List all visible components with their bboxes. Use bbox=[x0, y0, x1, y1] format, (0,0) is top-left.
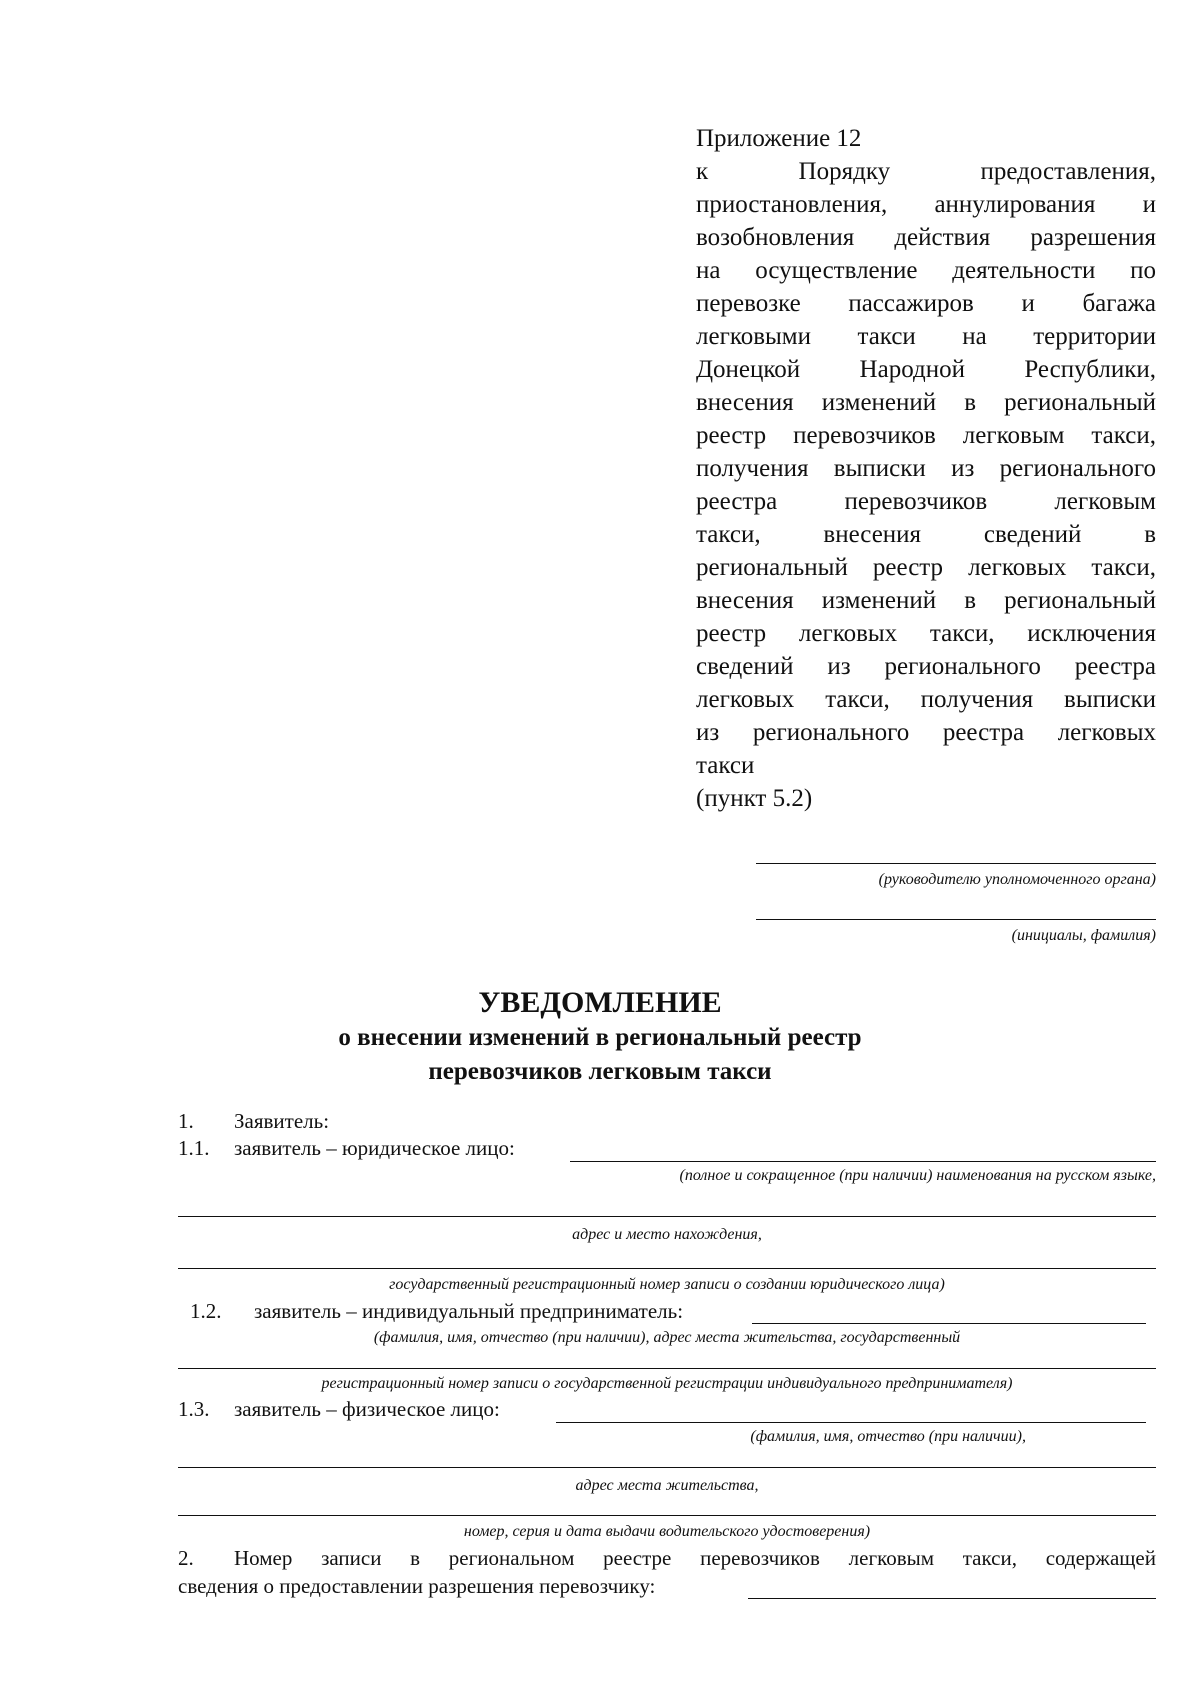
appendix-body bbox=[696, 155, 1156, 782]
appendix-line: такси bbox=[696, 752, 755, 779]
appendix-line: перевозке пассажиров и багажа bbox=[696, 290, 1156, 317]
item-1-2 bbox=[190, 1298, 683, 1324]
section-2-number: 2. bbox=[178, 1546, 194, 1570]
section-1-label: Заявитель: bbox=[234, 1109, 330, 1133]
section-1-heading bbox=[178, 1108, 329, 1134]
appendix-line: к Порядку предоставления, bbox=[696, 158, 1156, 185]
appendix-line: реестра перевозчиков легковым bbox=[696, 488, 1156, 515]
appendix-line: внесения изменений в региональный bbox=[696, 587, 1156, 614]
document-subtitle-1: о внесении изменений в региональный реестр bbox=[338, 1024, 862, 1051]
appendix-line: легковыми такси на территории bbox=[696, 323, 1156, 350]
entrepreneur-regnum-field[interactable] bbox=[178, 1368, 1156, 1369]
appendix-line: на осуществление деятельности по bbox=[696, 257, 1156, 284]
individual-hint-2: адрес места жительства, bbox=[575, 1477, 759, 1494]
item-1-1-number: 1.1. bbox=[178, 1136, 210, 1160]
appendix-line: приостановления, аннулирования и bbox=[696, 191, 1156, 218]
legal-entity-address-field[interactable] bbox=[178, 1216, 1156, 1217]
section-2 bbox=[178, 1544, 1156, 1600]
addressee-organ bbox=[756, 863, 1156, 890]
legal-entity-regnum-field[interactable] bbox=[178, 1268, 1156, 1269]
addressee-name-caption: (инициалы, фамилия) bbox=[1011, 927, 1156, 944]
individual-address-field[interactable] bbox=[178, 1467, 1156, 1468]
section-2-line-2 bbox=[178, 1572, 1156, 1600]
entrepreneur-hint-1: (фамилия, имя, отчество (при наличии), адрес места жительства, государственный bbox=[373, 1329, 961, 1346]
appendix-line: получения выписки из регионального bbox=[696, 455, 1156, 482]
item-1-3-label: заявитель – физическое лицо: bbox=[234, 1397, 500, 1421]
section-2-line-1 bbox=[178, 1544, 1156, 1572]
legal-entity-hint-1: (полное и сокращенное (при наличии) наименования на русском языке, bbox=[679, 1167, 1156, 1184]
appendix-line: Донецкой Народной Республики, bbox=[696, 356, 1156, 383]
individual-hint-1: (фамилия, имя, отчество (при наличии), bbox=[750, 1428, 1026, 1445]
document-heading bbox=[0, 985, 1200, 1089]
item-1-1-label: заявитель – юридическое лицо: bbox=[234, 1136, 515, 1160]
legal-entity-hint-3: государственный регистрационный номер записи о создании юридического лица) bbox=[389, 1276, 945, 1293]
section-1-number: 1. bbox=[178, 1109, 194, 1133]
addressee-organ-field[interactable] bbox=[756, 863, 1156, 864]
legal-entity-hint-2: адрес и место нахождения, bbox=[572, 1226, 762, 1243]
appendix-title: Приложение 12 bbox=[696, 125, 862, 152]
appendix-line: реестр легковых такси, исключения bbox=[696, 620, 1156, 647]
document-title: УВЕДОМЛЕНИЕ bbox=[478, 986, 722, 1019]
item-1-1 bbox=[178, 1135, 515, 1161]
addressee-name-field[interactable] bbox=[756, 919, 1156, 920]
appendix-line: реестр перевозчиков легковым такси, bbox=[696, 422, 1156, 449]
item-1-2-number: 1.2. bbox=[190, 1299, 222, 1323]
entrepreneur-name-field[interactable] bbox=[752, 1323, 1146, 1324]
appendix-line: из регионального реестра легковых bbox=[696, 719, 1156, 746]
item-1-3-number: 1.3. bbox=[178, 1397, 210, 1421]
section-2-text-1: Номер записи в региональном реестре перевозчиков легковым такси, содержащей bbox=[234, 1546, 1156, 1570]
entrepreneur-hint-2: регистрационный номер записи о государственной регистрации индивидуального предпринимателя) bbox=[321, 1375, 1013, 1392]
item-1-3 bbox=[178, 1396, 500, 1422]
individual-hint-3: номер, серия и дата выдачи водительского удостоверения) bbox=[463, 1523, 871, 1540]
addressee-organ-caption: (руководителю уполномоченного органа) bbox=[878, 871, 1156, 888]
appendix-line: региональный реестр легковых такси, bbox=[696, 554, 1156, 581]
appendix-point: (пункт 5.2) bbox=[696, 785, 813, 812]
appendix-line: такси, внесения сведений в bbox=[696, 521, 1156, 548]
appendix-header bbox=[696, 122, 1156, 815]
appendix-line: сведений из регионального реестра bbox=[696, 653, 1156, 680]
legal-entity-name-field[interactable] bbox=[570, 1161, 1156, 1162]
addressee-name bbox=[756, 919, 1156, 946]
registry-record-number-field[interactable] bbox=[748, 1598, 1156, 1599]
individual-license-field[interactable] bbox=[178, 1515, 1156, 1516]
appendix-line: легковых такси, получения выписки bbox=[696, 686, 1156, 713]
item-1-2-label: заявитель – индивидуальный предприниматель: bbox=[254, 1299, 684, 1323]
section-2-text-2: сведения о предоставлении разрешения перевозчику: bbox=[178, 1574, 656, 1598]
individual-name-field[interactable] bbox=[556, 1422, 1146, 1423]
document-subtitle-2: перевозчиков легковым такси bbox=[428, 1058, 772, 1085]
appendix-line: возобновления действия разрешения bbox=[696, 224, 1156, 251]
appendix-line: внесения изменений в региональный bbox=[696, 389, 1156, 416]
